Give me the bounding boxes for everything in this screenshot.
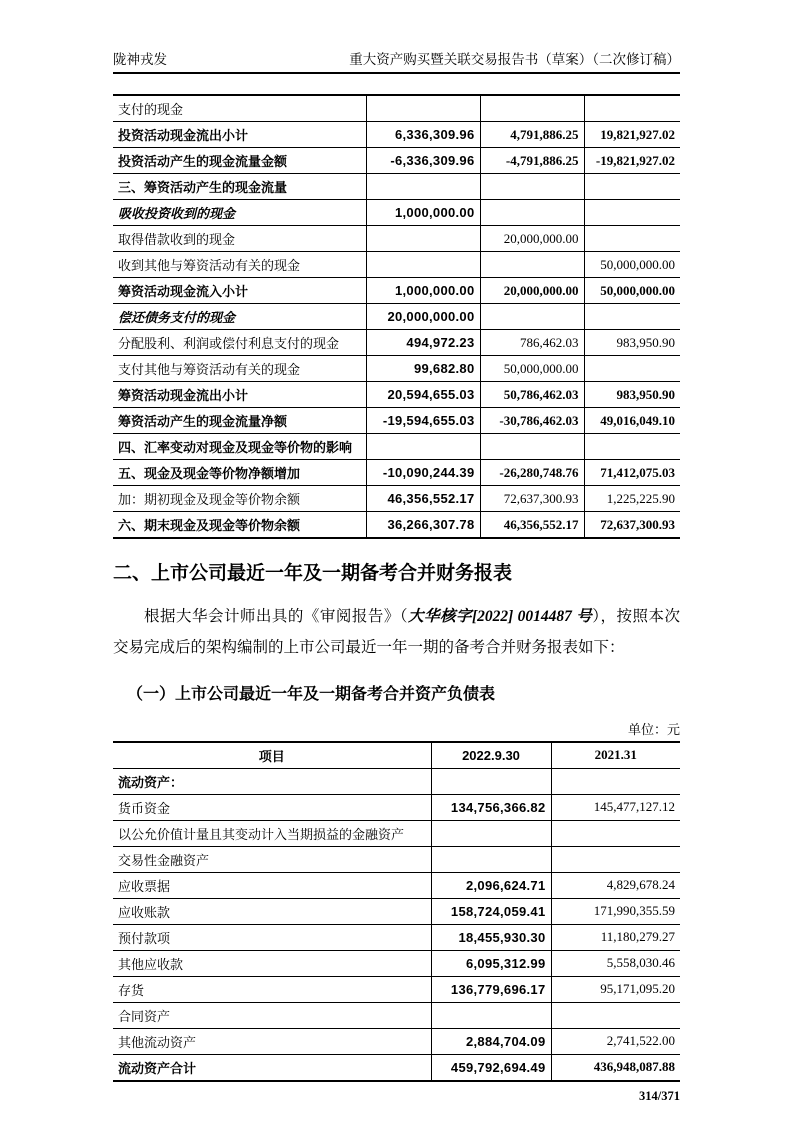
item-label: 投资活动现金流出小计 (113, 122, 366, 148)
value-period-prior2: 1,225,225.90 (584, 486, 680, 512)
value-period-prior1: 4,791,886.25 (480, 122, 584, 148)
value-period-prior2 (584, 304, 680, 330)
column-header-2022: 2022.9.30 (431, 742, 551, 769)
value-2021: 95,171,095.20 (551, 976, 680, 1002)
value-2022-09-30 (431, 820, 551, 846)
item-label: 其他流动资产 (113, 1028, 431, 1054)
value-period-prior1: -30,786,462.03 (480, 408, 584, 434)
value-period-current (366, 95, 480, 122)
value-period-prior2 (584, 200, 680, 226)
balance-sheet-row (113, 1054, 680, 1081)
value-period-prior2: 50,000,000.00 (584, 278, 680, 304)
item-label: 合同资产 (113, 1002, 431, 1028)
item-label: 货币资金 (113, 794, 431, 820)
value-2022-09-30 (431, 846, 551, 872)
value-period-prior1: 46,356,552.17 (480, 512, 584, 539)
balance-sheet-row (113, 1028, 680, 1054)
section-heading: 二、上市公司最近一年及一期备考合并财务报表 (113, 563, 513, 585)
cash-flow-row (113, 330, 680, 356)
value-period-prior1: 20,000,000.00 (480, 278, 584, 304)
item-label: 六、期末现金及现金等价物余额 (118, 518, 301, 534)
value-2022-09-30: 2,884,704.09 (431, 1028, 551, 1054)
value-2022-09-30: 158,724,059.41 (431, 898, 551, 924)
value-period-prior1: 72,637,300.93 (480, 486, 584, 512)
value-period-current: 6,336,309.96 (366, 122, 480, 148)
value-period-prior1: 50,786,462.03 (480, 382, 584, 408)
item-label: 收到其他与筹资活动有关的现金 (113, 252, 366, 278)
cash-flow-row (113, 512, 680, 539)
item-label: 筹资活动产生的现金流量净额 (113, 408, 366, 434)
value-period-current: 99,682.80 (366, 356, 480, 382)
value-2021 (551, 846, 680, 872)
balance-sheet-row (113, 820, 680, 846)
value-period-prior1: 50,000,000.00 (480, 356, 584, 382)
value-period-prior2: 983,950.90 (584, 330, 680, 356)
item-label: 吸收投资收到的现金 (113, 200, 366, 226)
header-company-name: 陇神戎发 (113, 52, 167, 67)
value-period-prior1 (480, 252, 584, 278)
item-label: 流动资产： (113, 768, 431, 794)
balance-sheet-row (113, 1002, 680, 1028)
value-2021: 11,180,279.27 (551, 924, 680, 950)
value-period-current: 494,972.23 (366, 330, 480, 356)
value-period-current: 36,266,307.78 (366, 512, 480, 539)
cash-flow-row (113, 460, 680, 486)
value-2021: 171,990,355.59 (551, 898, 680, 924)
item-label: 三、筹资活动产生的现金流量 (113, 174, 366, 200)
value-period-current (366, 174, 480, 200)
value-period-current: 20,000,000.00 (366, 304, 480, 330)
value-period-prior2: 50,000,000.00 (584, 252, 680, 278)
item-label: 四、汇率变动对现金及现金等价物的影响 (113, 434, 366, 460)
paragraph-text-after: ），按照本次交易完成后的架构编制的上市公司最近一年一期的备考合并财务报表如下： (113, 607, 680, 656)
value-period-prior1: -26,280,748.76 (480, 460, 584, 486)
value-2022-09-30: 134,756,366.82 (431, 794, 551, 820)
value-period-prior1 (480, 95, 584, 122)
value-period-current: -6,336,309.96 (366, 148, 480, 174)
item-label: 以公允价值计量且其变动计入当期损益的金融资产 (113, 820, 431, 846)
item-label: 五、现金及现金等价物净额增加 (113, 460, 366, 486)
section-paragraph (113, 601, 680, 663)
item-label: 应收票据 (113, 872, 431, 898)
item-label: 预付款项 (113, 924, 431, 950)
value-period-prior1 (480, 434, 584, 460)
value-period-prior2 (584, 356, 680, 382)
column-header-item: 项目 (113, 742, 431, 769)
cash-flow-row (113, 148, 680, 174)
item-label: 分配股利、利润或偿付利息支付的现金 (113, 330, 366, 356)
balance-sheet-row (113, 976, 680, 1002)
item-label: 筹资活动现金流入小计 (113, 278, 366, 304)
item-label: 投资活动产生的现金流量金额 (113, 148, 366, 174)
value-2022-09-30: 18,455,930.30 (431, 924, 551, 950)
item-label: 偿还债务支付的现金 (113, 304, 366, 330)
value-2021: 5,558,030.46 (551, 950, 680, 976)
value-period-prior2 (584, 226, 680, 252)
cash-flow-row (113, 382, 680, 408)
value-2022-09-30: 136,779,696.17 (431, 976, 551, 1002)
item-label: 交易性金融资产 (113, 846, 431, 872)
value-2021: 145,477,127.12 (551, 794, 680, 820)
cash-flow-row (113, 278, 680, 304)
cash-flow-row (113, 486, 680, 512)
value-2022-09-30: 6,095,312.99 (431, 950, 551, 976)
value-2022-09-30: 459,792,694.49 (431, 1054, 551, 1081)
value-period-prior2: 983,950.90 (584, 382, 680, 408)
value-period-current: 46,356,552.17 (366, 486, 480, 512)
page-number: 314/371 (639, 1088, 680, 1103)
value-period-current (366, 226, 480, 252)
paragraph-text-before: 根据大华会计师出具的《审阅报告》（ (144, 607, 409, 625)
cash-flow-table (113, 94, 680, 539)
value-2021 (551, 820, 680, 846)
balance-sheet-row (113, 898, 680, 924)
value-period-current: 20,594,655.03 (366, 382, 480, 408)
cash-flow-row (113, 174, 680, 200)
value-period-prior2: 71,412,075.03 (584, 460, 680, 486)
value-period-current: -10,090,244.39 (366, 460, 480, 486)
cash-flow-row (113, 304, 680, 330)
page-header (113, 0, 680, 74)
column-header-2021: 2021.31 (551, 742, 680, 769)
value-period-prior2 (584, 95, 680, 122)
item-label: 取得借款收到的现金 (113, 226, 366, 252)
value-period-prior2 (584, 174, 680, 200)
item-label: 支付其他与筹资活动有关的现金 (113, 356, 366, 382)
value-2022-09-30: 2,096,624.71 (431, 872, 551, 898)
item-label: 存货 (113, 976, 431, 1002)
value-period-prior2: 19,821,927.02 (584, 122, 680, 148)
value-2022-09-30 (431, 768, 551, 794)
subsection-heading: （一）上市公司最近一年及一期备考合并资产负债表 (127, 685, 496, 703)
value-period-prior1: -4,791,886.25 (480, 148, 584, 174)
item-label: 筹资活动现金流出小计 (113, 382, 366, 408)
cash-flow-row (113, 226, 680, 252)
value-2022-09-30 (431, 1002, 551, 1028)
cash-flow-row (113, 200, 680, 226)
value-period-prior1 (480, 304, 584, 330)
value-2021: 436,948,087.88 (551, 1054, 680, 1081)
balance-sheet-header-row (113, 742, 680, 769)
value-period-current: 1,000,000.00 (366, 200, 480, 226)
value-period-current (366, 434, 480, 460)
cash-flow-row (113, 408, 680, 434)
value-2021: 2,741,522.00 (551, 1028, 680, 1054)
balance-sheet-row (113, 794, 680, 820)
item-label: 支付的现金 (113, 95, 366, 122)
audit-report-number: 大华核字[2022] 0014487 号 (408, 607, 593, 625)
unit-label: 单位：元 (627, 721, 680, 737)
value-period-current: 1,000,000.00 (366, 278, 480, 304)
cash-flow-row (113, 252, 680, 278)
value-period-prior2: 49,016,049.10 (584, 408, 680, 434)
balance-sheet-row (113, 846, 680, 872)
value-2021 (551, 768, 680, 794)
header-doc-title: 重大资产购买暨关联交易报告书（草案）（二次修订稿） (349, 52, 680, 67)
value-2021 (551, 1002, 680, 1028)
value-period-prior1: 786,462.03 (480, 330, 584, 356)
value-period-prior2 (584, 434, 680, 460)
item-label: 应收账款 (113, 898, 431, 924)
value-period-current: -19,594,655.03 (366, 408, 480, 434)
value-period-prior1 (480, 200, 584, 226)
cash-flow-row (113, 122, 680, 148)
value-period-prior1: 20,000,000.00 (480, 226, 584, 252)
balance-sheet-row (113, 872, 680, 898)
value-period-prior1 (480, 174, 584, 200)
balance-sheet-row (113, 768, 680, 794)
cash-flow-row (113, 95, 680, 122)
balance-sheet-row (113, 950, 680, 976)
value-2021: 4,829,678.24 (551, 872, 680, 898)
item-label: 其他应收款 (113, 950, 431, 976)
balance-sheet-table (113, 741, 680, 1082)
balance-sheet-row (113, 924, 680, 950)
item-label: 加：期初现金及现金等价物余额 (113, 486, 366, 512)
cash-flow-row (113, 434, 680, 460)
value-period-prior2: -19,821,927.02 (584, 148, 680, 174)
item-label: 流动资产合计 (118, 1060, 197, 1076)
value-period-current (366, 252, 480, 278)
value-period-prior2: 72,637,300.93 (584, 512, 680, 539)
cash-flow-row (113, 356, 680, 382)
